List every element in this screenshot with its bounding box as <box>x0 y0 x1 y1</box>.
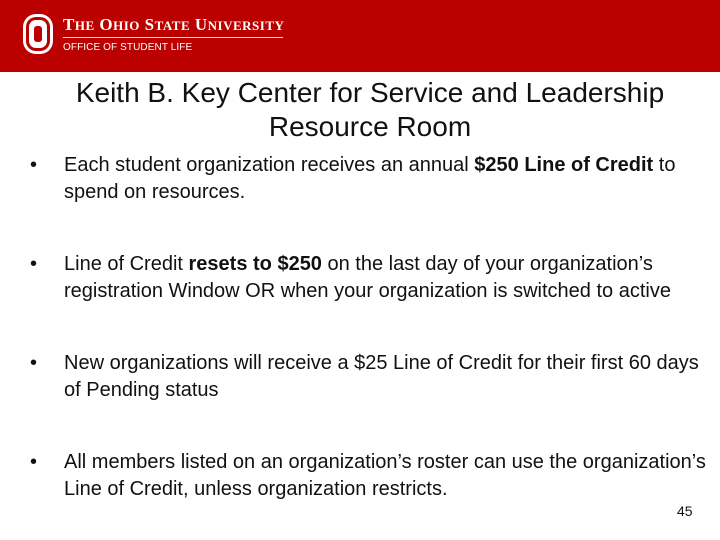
slide-title-line-2: Resource Room <box>268 111 472 142</box>
bullet-list <box>30 152 710 503</box>
bullet-emphasis: resets to $250 <box>188 253 322 275</box>
bullet-marker: • <box>30 253 38 275</box>
slide-title-line-1: Keith B. Key Center for Service and Leadership <box>75 77 665 108</box>
slide-title <box>20 76 720 144</box>
bullet-item-members: • All members listed on an organization’s roster can use the organization’s Line of Credit, unless organization restricts. <box>30 451 706 500</box>
office-name: OFFICE OF STUDENT LIFE <box>63 42 193 53</box>
header-banner <box>0 0 720 72</box>
bullet-emphasis: $250 Line of Credit <box>474 154 654 176</box>
header-divider <box>63 37 283 38</box>
block-o-logo-icon <box>23 14 53 54</box>
bullet-item-annual-credit: • Each student organization receives an annual $250 Line of Credit to spend on resources. <box>30 154 676 203</box>
bullet-marker: • <box>30 352 38 374</box>
bullet-item-reset: • Line of Credit resets to $250 on the last day of your organization’s registration Window OR when your organization is switched to active <box>30 253 671 302</box>
bullet-marker: • <box>30 451 38 473</box>
slide-number: 45 <box>677 503 693 519</box>
bullet-marker: • <box>30 154 38 176</box>
university-name: THE OHIO STATE UNIVERSITY <box>63 15 285 34</box>
bullet-item-new-orgs: • New organizations will receive a $25 Line of Credit for their first 60 days of Pending status <box>30 352 699 401</box>
